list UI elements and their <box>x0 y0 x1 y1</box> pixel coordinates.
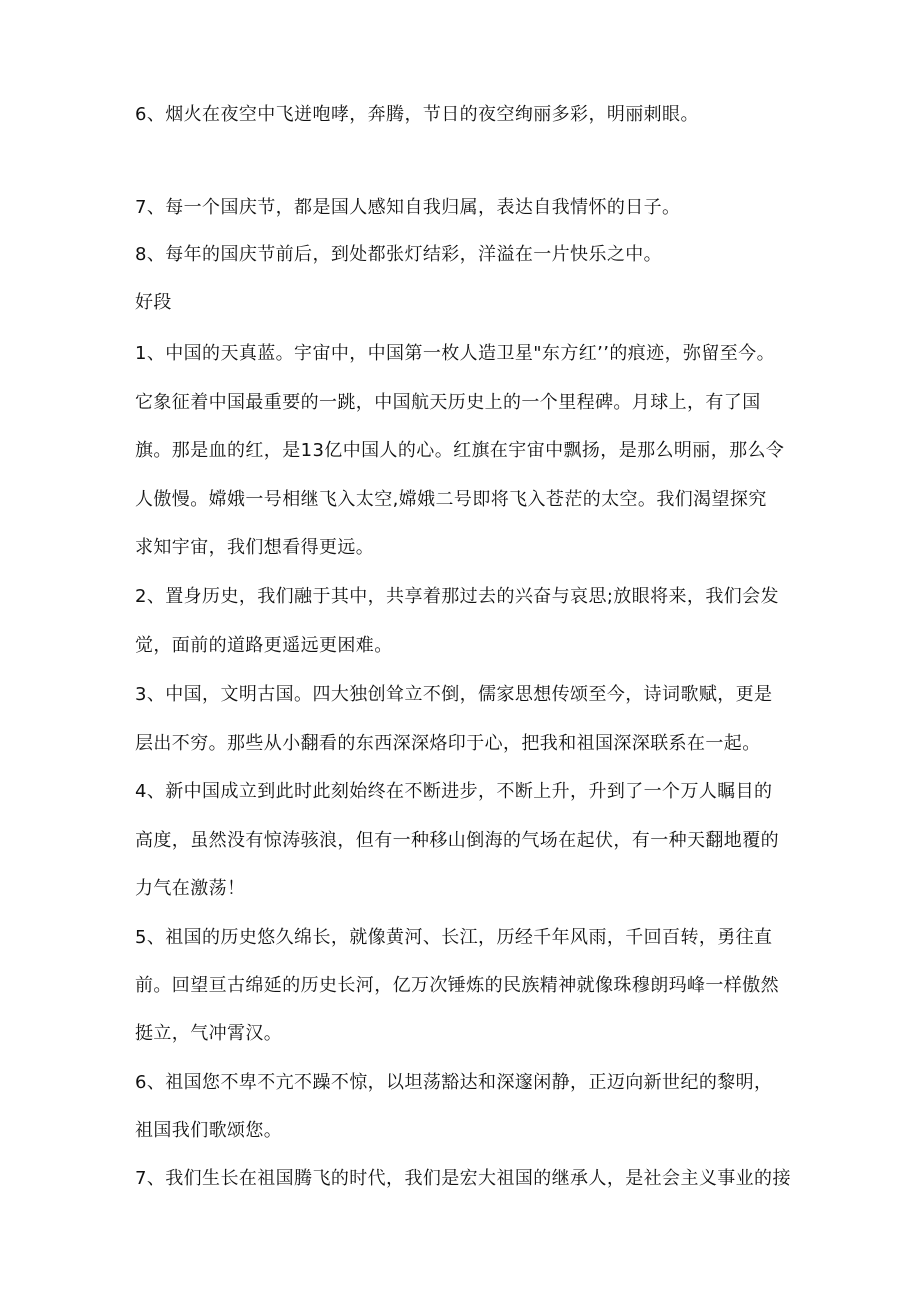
paragraph-1-line-1: 1、中国的天真蓝。宇宙中，中国第一枚人造卫星"东方红’’的痕迹，弥留至今。 <box>135 343 775 364</box>
paragraph-1-line-4: 人傲慢。嫦娥一号相继飞入太空,嫦娥二号即将飞入苍茫的太空。我们渴望探究 <box>135 489 767 510</box>
sentence-8: 8、每年的国庆节前后，到处都张灯结彩，洋溢在一片快乐之中。 <box>135 244 663 265</box>
paragraph-4-line-1: 4、新中国成立到此时此刻始终在不断进步，不断上升，升到了一个万人瞩目的 <box>135 781 773 802</box>
paragraph-4-line-3: 力气在激荡！ <box>135 878 246 899</box>
sentence-6: 6、烟火在夜空中飞迸咆哮，奔腾，节日的夜空绚丽多彩，明丽刺眼。 <box>135 104 699 125</box>
section-heading: 好段 <box>135 292 172 313</box>
paragraph-5-line-2: 前。回望亘古绵延的历史长河，亿万次锤炼的民族精神就像珠穆朗玛峰一样傲然 <box>135 975 779 996</box>
paragraph-4-line-2: 高度，虽然没有惊涛骇浪，但有一种移山倒海的气场在起伏，有一种天翻地覆的 <box>135 830 779 851</box>
paragraph-7-line-1: 7、我们生长在祖国腾飞的时代，我们是宏大祖国的继承人，是社会主义事业的接 <box>135 1168 791 1189</box>
paragraph-3-line-2: 层出不穷。那些从小翻看的东西深深烙印于心，把我和祖国深深联系在一起。 <box>135 733 761 754</box>
paragraph-2-line-2: 觉，面前的道路更遥远更困难。 <box>135 635 393 656</box>
paragraph-3-line-1: 3、中国，文明古国。四大独创耸立不倒，儒家思想传颂至今，诗词歌赋，更是 <box>135 684 773 705</box>
paragraph-1-line-2: 它象征着中国最重要的一跳，中国航天历史上的一个里程碑。月球上，有了国 <box>135 392 761 413</box>
sentence-7: 7、每一个国庆节，都是国人感知自我归属，表达自我情怀的日子。 <box>135 197 681 218</box>
paragraph-6-line-2: 祖国我们歌颂您。 <box>135 1120 283 1141</box>
paragraph-1-line-3: 旗。那是血的红，是13亿中国人的心。红旗在宇宙中飘扬，是那么明丽，那么令 <box>135 440 785 461</box>
paragraph-5-line-1: 5、祖国的历史悠久绵长，就像黄河、长江，历经千年风雨，千回百转，勇往直 <box>135 927 773 948</box>
paragraph-6-line-1: 6、祖国您不卑不亢不躁不惊，以坦荡豁达和深邃闲静，正迈向新世纪的黎明， <box>135 1072 773 1093</box>
paragraph-5-line-3: 挺立，气冲霄汉。 <box>135 1023 283 1044</box>
paragraph-2-line-1: 2、置身历史，我们融于其中，共享着那过去的兴奋与哀思;放眼将来，我们会发 <box>135 586 779 607</box>
paragraph-1-line-5: 求知宇宙，我们想看得更远。 <box>135 537 375 558</box>
